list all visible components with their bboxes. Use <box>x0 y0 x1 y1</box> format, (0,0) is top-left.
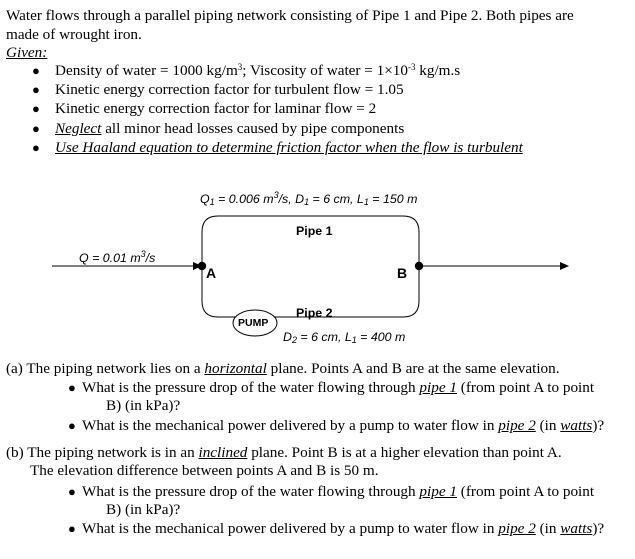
bullet-icon: ● <box>32 121 40 136</box>
given-ke-laminar: Kinetic energy correction factor for laminar flow = 2 <box>55 100 377 117</box>
pipe-2-parameters: $D_2 = 6$ cm, $L_1 = 400$ m <box>283 330 406 345</box>
pipe-1-label: Pipe 1 <box>296 224 333 238</box>
given-heading: Given: <box>6 44 48 61</box>
given-neglect-minor-losses: Neglect all minor head losses caused by pipe components <box>55 120 405 137</box>
given-density-viscosity: Density of water = 1000 $kg/m^3$; Viscosity of water = $1\times 10^{-3}$ kg/m.s <box>55 62 461 79</box>
point-b-label: B <box>397 265 408 281</box>
point-b-node <box>415 262 423 270</box>
part-b-intro: (b) The piping network is in an inclined plane. Point B is at a higher elevation than point A. <box>6 444 562 461</box>
bullet-icon: ● <box>68 380 76 395</box>
bullet-icon: ● <box>68 418 76 433</box>
part-b-question-2: What is the mechanical power delivered by a pump to water flow in pipe 2 (in watts)? <box>82 520 605 537</box>
point-a-label: A <box>206 265 217 281</box>
pump-label: PUMP <box>238 317 269 329</box>
part-b-question-1: What is the pressure drop of the water flowing through pipe 1 (from point A to point <box>82 483 595 500</box>
pipe-1-parameters: $Q_1 = 0.006$ $m^3/s$, $D_1 = 6$ cm, $L_1 = 150$ m <box>200 190 418 207</box>
part-a-question-1: What is the pressure drop of the water flowing through pipe 1 (from point A to point <box>82 379 595 396</box>
intro-line-2: made of wrought iron. <box>6 26 142 43</box>
part-b-question-1-cont: B) (in kPa)? <box>106 501 181 518</box>
given-haaland: Use Haaland equation to determine friction factor when the flow is turbulent <box>55 139 523 156</box>
outlet-arrow-icon <box>560 262 569 270</box>
intro-line-1: Water flows through a parallel piping network consisting of Pipe 1 and Pipe 2. Both pipes are <box>6 7 574 24</box>
inlet-flow-rate: Q = 0.01 $m^3/s$ <box>79 249 156 265</box>
bullet-icon: ● <box>32 63 40 78</box>
bullet-icon: ● <box>68 521 76 536</box>
bullet-icon: ● <box>32 101 40 116</box>
point-a-node <box>198 262 206 270</box>
part-a-question-1-cont: B) (in kPa)? <box>106 397 181 414</box>
part-b-intro-cont: The elevation difference between points A and B is 50 m. <box>30 462 379 479</box>
part-a-intro: (a) The piping network lies on a horizontal plane. Points A and B are at the same elevation. <box>6 360 560 377</box>
bullet-icon: ● <box>32 140 40 155</box>
pipe-2-label: Pipe 2 <box>296 306 333 320</box>
part-a-question-2: What is the mechanical power delivered by a pump to water flow in pipe 2 (in watts)? <box>82 417 605 434</box>
bullet-icon: ● <box>68 484 76 499</box>
given-ke-turbulent: Kinetic energy correction factor for turbulent flow = 1.05 <box>55 81 404 98</box>
bullet-icon: ● <box>32 82 40 97</box>
